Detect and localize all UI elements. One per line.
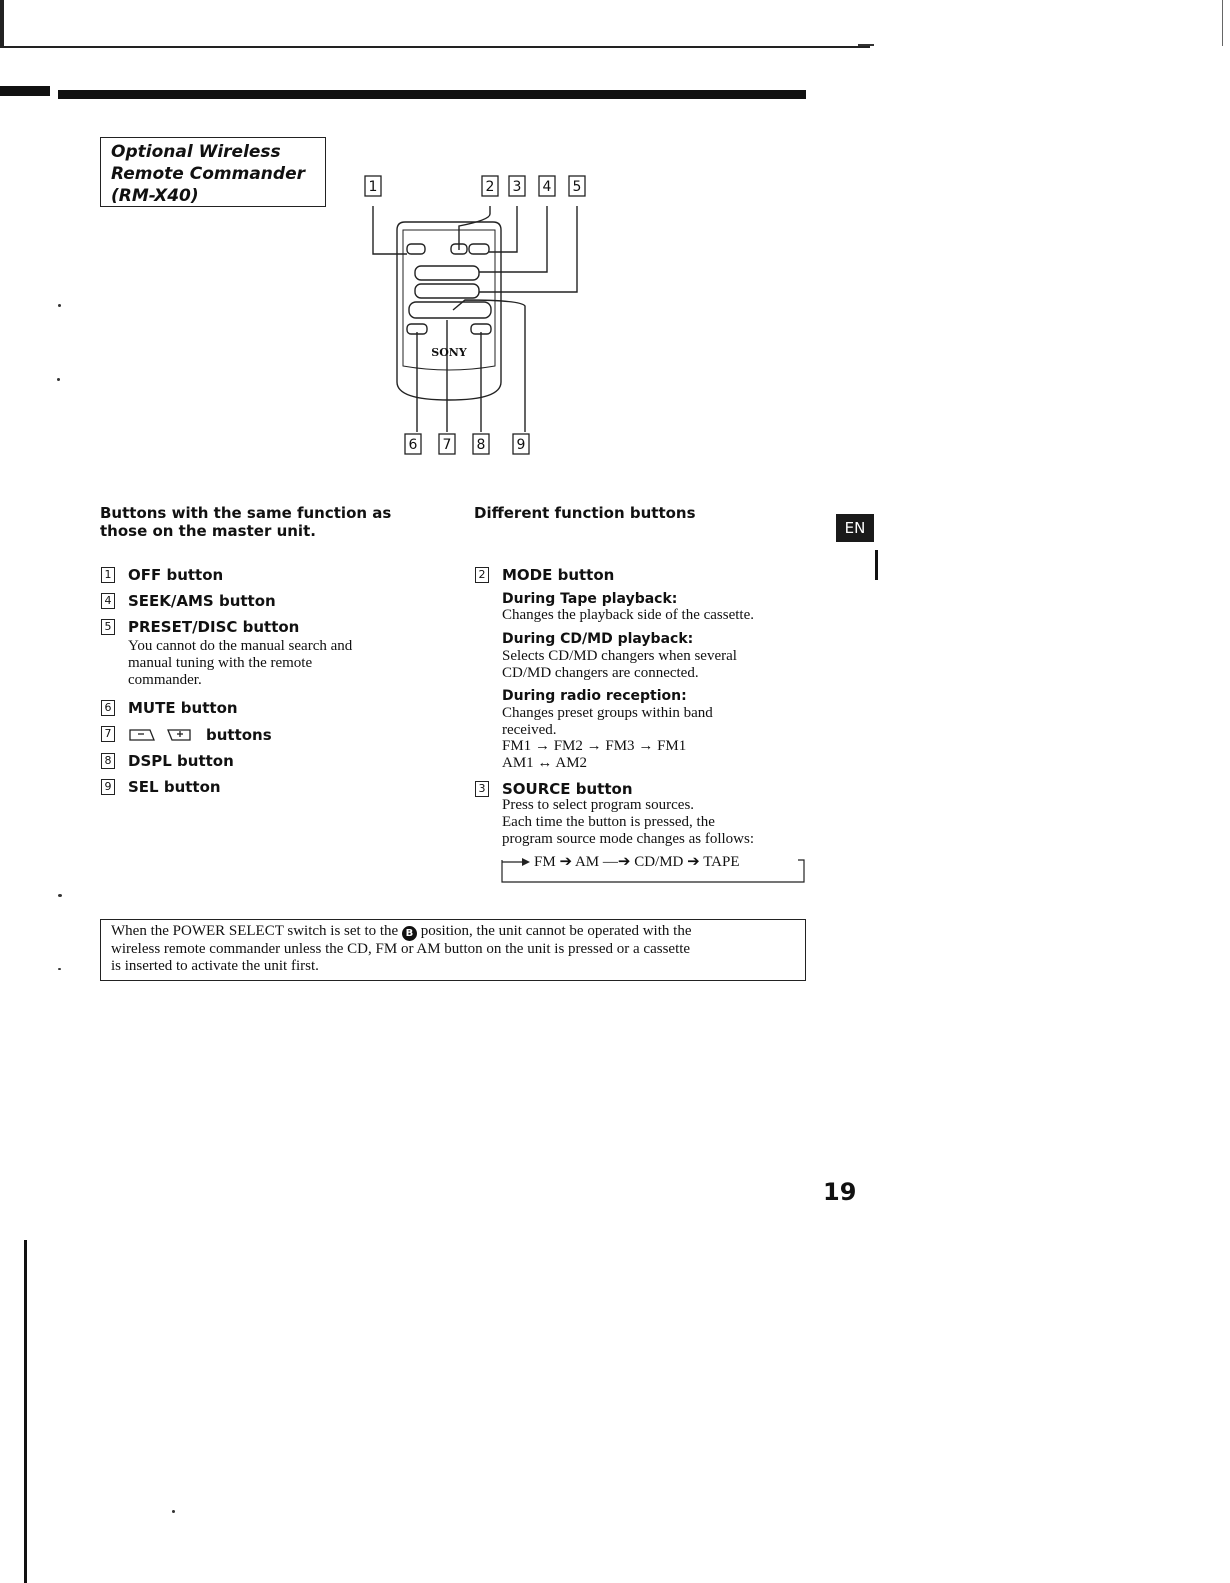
cd-playback-line: Selects CD/MD changers when several (502, 648, 737, 664)
callout-number: 1 (368, 179, 378, 195)
item-label-preset: PRESET/DISC button (128, 618, 300, 636)
fm-band: FM2 (553, 738, 583, 754)
scan-speck (172, 1510, 175, 1513)
preset-note-line: You cannot do the manual search and (128, 638, 353, 654)
header-rule (0, 86, 50, 96)
fm-band: FM1 (502, 738, 532, 754)
cd-playback-line: CD/MD changers are connected. (502, 665, 699, 681)
tape-playback-text: Changes the playback side of the cassette. (502, 607, 754, 623)
item-label-buttons: buttons (206, 726, 272, 744)
callout-number: 6 (408, 437, 418, 453)
am-band: AM1 (502, 755, 534, 771)
item-label-source: SOURCE button (502, 780, 633, 798)
item-label-dspl: DSPL button (128, 752, 234, 770)
am-band-sequence (502, 755, 587, 772)
section-title-line: Optional Wireless (111, 142, 281, 162)
callout-leader (479, 206, 577, 292)
radio-reception-heading: During radio reception: (502, 688, 687, 704)
arrow-right-icon: → (586, 738, 606, 754)
section-title-box (100, 137, 326, 207)
heading-line: those on the master unit. (100, 522, 316, 540)
source-mode: FM (534, 854, 556, 870)
item-label-sel: SEL button (128, 778, 221, 796)
item-number-box: 7 (101, 726, 115, 742)
different-function-heading: Different function buttons (474, 504, 696, 522)
language-tab: EN (836, 514, 874, 542)
source-mode: CD/MD (634, 854, 684, 870)
radio-reception-line: Changes preset groups within band (502, 705, 713, 721)
item-number-box: 5 (101, 619, 115, 635)
preset-note (128, 638, 352, 689)
source-mode: AM (574, 854, 600, 870)
preset-note-line: commander. (128, 672, 202, 688)
note-line: is inserted to activate the unit first. (111, 958, 319, 974)
source-mode: TAPE (703, 854, 740, 870)
item-label-seek: SEEK/AMS button (128, 592, 276, 610)
arrow-right-icon: —➔ (602, 854, 635, 870)
source-cycle (534, 854, 740, 871)
note-text: position, the unit cannot be operated with the (420, 923, 692, 939)
position-b-icon: B (402, 926, 417, 941)
header-rule (58, 90, 806, 99)
source-text (502, 797, 754, 848)
callout-number: 7 (442, 437, 452, 453)
fm-band: FM3 (605, 738, 635, 754)
power-select-note (100, 919, 806, 981)
scan-speck (57, 378, 60, 381)
source-text-line: Each time the button is pressed, the (502, 814, 715, 830)
remote-button (469, 244, 489, 254)
remote-button (415, 284, 479, 298)
arrow-right-icon: → (534, 738, 554, 754)
fm-band: FM1 (657, 738, 687, 754)
scan-speck (58, 894, 62, 897)
remote-commander-illustration (355, 170, 605, 460)
note-line: wireless remote commander unless the CD, FM or AM button on the unit is pressed or a cassette (111, 941, 691, 957)
callout-number: 4 (542, 179, 552, 195)
scan-frame-tick (858, 44, 874, 46)
scan-frame-mark (0, 0, 4, 48)
callout-leader (373, 206, 407, 254)
scan-speck (58, 304, 61, 307)
same-function-heading (100, 504, 391, 540)
item-number-box: 1 (101, 567, 115, 583)
source-text-line: program source mode changes as follows: (502, 831, 755, 847)
callout-number: 9 (516, 437, 526, 453)
arrow-right-icon: ➔ (559, 854, 575, 870)
callout-number: 8 (476, 437, 486, 453)
preset-note-line: manual tuning with the remote (128, 655, 313, 671)
note-text: When the POWER SELECT switch is set to the (111, 923, 399, 939)
remote-body (397, 222, 501, 400)
item-number-box: 8 (101, 753, 115, 769)
am-band: AM2 (555, 755, 588, 771)
radio-reception-text (502, 705, 713, 739)
remote-button (415, 266, 479, 280)
remote-button (409, 302, 491, 318)
section-title-line: Remote Commander (111, 164, 305, 184)
callout-number: 2 (485, 179, 495, 195)
cd-playback-heading: During CD/MD playback: (502, 631, 694, 647)
scan-speck (58, 968, 61, 970)
scan-frame-line (0, 46, 870, 48)
source-text-line: Press to select program sources. (502, 797, 695, 813)
note-line (111, 923, 805, 941)
cd-playback-text (502, 648, 737, 682)
arrow-right-icon: ➔ (687, 854, 704, 870)
item-number-box: 4 (101, 593, 115, 609)
item-number-box: 3 (475, 781, 489, 797)
callout-number: 3 (512, 179, 522, 195)
item-number-box: 6 (101, 700, 115, 716)
scan-frame-line (24, 1240, 27, 1583)
radio-reception-line: received. (502, 722, 557, 738)
item-label-mute: MUTE button (128, 699, 238, 717)
tab-marker (875, 550, 878, 580)
heading-line: Buttons with the same function as (100, 504, 392, 522)
item-number-box: 2 (475, 567, 489, 583)
remote-brand-logo: SONY (431, 346, 467, 359)
page-number: 19 (823, 1178, 857, 1206)
arrow-right-icon: → (638, 738, 658, 754)
fm-band-sequence (502, 738, 686, 755)
section-title-line: (RM-X40) (111, 186, 199, 206)
callout-leader (453, 300, 525, 432)
item-label-off: OFF button (128, 566, 224, 584)
remote-button (407, 244, 425, 254)
callout-number: 5 (572, 179, 582, 195)
tape-playback-heading: During Tape playback: (502, 591, 678, 607)
minus-plus-buttons-icon (128, 726, 200, 744)
item-number-box: 9 (101, 779, 115, 795)
scan-frame-line (1222, 0, 1223, 46)
callout-leader (489, 206, 517, 252)
item-label-mode: MODE button (502, 566, 615, 584)
arrow-both-icon: ↔ (537, 755, 556, 771)
